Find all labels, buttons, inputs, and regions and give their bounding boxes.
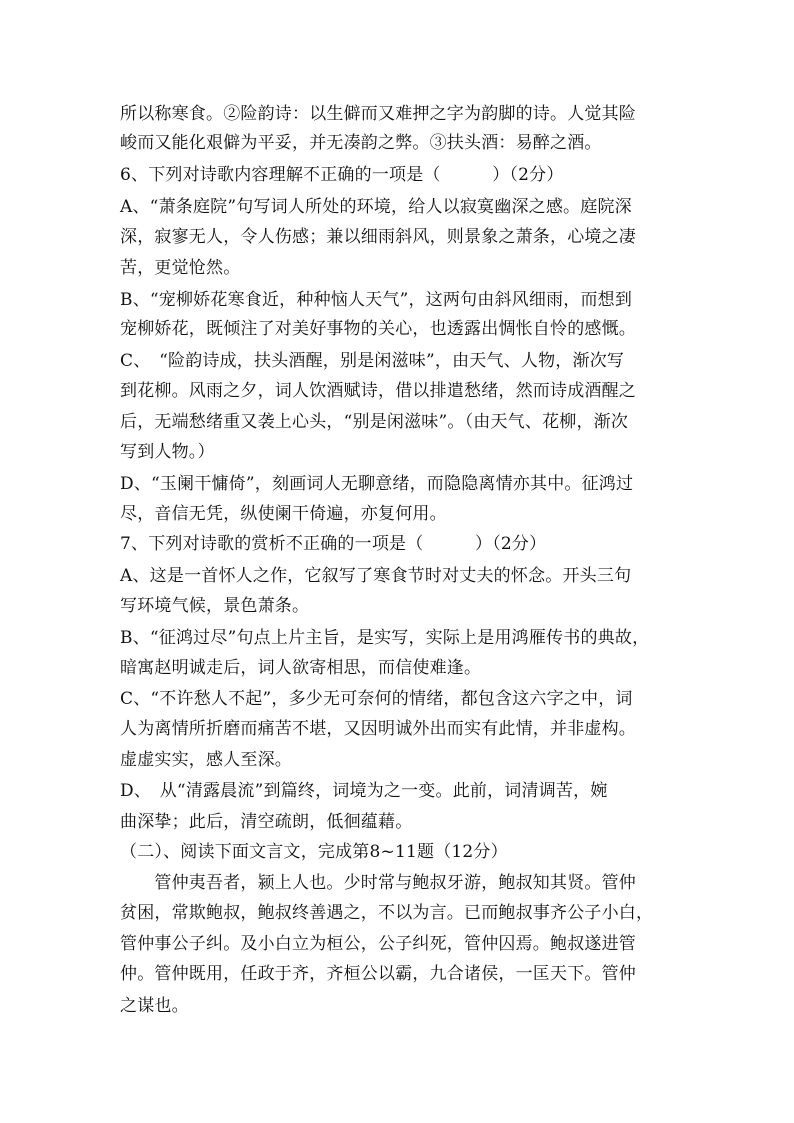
q6-option-b: B、“宠柳娇花寒食近，种种恼人天气”，这两句由斜风细雨，而想到 xyxy=(120,290,633,310)
text-line: 峻而又能化艰僻为平妥，并无凑韵之弊。③扶头酒：易醉之酒。 xyxy=(120,133,602,153)
q7-option-a: A、这是一首怀人之作，它叙写了寒食节时对丈夫的怀念。开头三句 xyxy=(120,566,632,586)
question-6-stem: 6、下列对诗歌内容理解不正确的一项是（ ）（2分） xyxy=(120,165,564,185)
q6-option-a: A、“萧条庭院”句写词人所处的环境，给人以寂寞幽深之感。庭院深 xyxy=(120,197,632,217)
text-line: 人为离情所折磨而痛苦不堪，又因明诚外出而实有此情，并非虚构。 xyxy=(120,719,636,739)
question-7-stem: 7、下列对诗歌的赏析不正确的一项是（ ）（2分） xyxy=(120,534,547,554)
q6-option-c: C、 “险韵诗成，扶头酒醒，别是闲滋味”，由天气、人物，渐次写 xyxy=(120,351,625,371)
text-line: 曲深挚；此后，清空疏朗，低徊蕴藉。 xyxy=(120,812,413,832)
text-line: 所以称寒食。②险韵诗：以生僻而又难押之字为韵脚的诗。人觉其险 xyxy=(120,104,636,124)
text-line: 尽，音信无凭，纵使阑干倚遍，亦复何用。 xyxy=(120,504,447,524)
passage-line: 之谋也。 xyxy=(120,996,189,1016)
passage-line: 贫困，常欺鲍叔，鲍叔终善遇之，不以为言。已而鲍叔事齐公子小白， xyxy=(120,903,654,923)
text-line: 后，无端愁绪重又袭上心头，“别是闲滋味”。（由天气、花柳，渐次 xyxy=(120,412,629,432)
q7-option-d: D、 从“清露晨流”到篇终，词境为之一变。此前，词清调苦，婉 xyxy=(120,781,608,801)
q7-option-b: B、“征鸿过尽”句点上片主旨，是实写，实际上是用鸿雁传书的典故， xyxy=(120,628,650,648)
text-line: 宠柳娇花，既倾注了对美好事物的关心，也透露出惆怅自怜的感慨。 xyxy=(120,319,636,339)
q6-option-d: D、“玉阑干慵倚”，刻画词人无聊意绪，而隐隐离情亦其中。征鸿过 xyxy=(120,474,634,494)
text-line: 苦，更觉怆然。 xyxy=(120,258,241,278)
text-line: 虚虚实实，感人至深。 xyxy=(120,750,292,770)
text-line: 写到人物。） xyxy=(120,442,215,462)
text-line: 暗寓赵明诚走后，词人欲寄相思，而信使难逢。 xyxy=(120,658,482,678)
q7-option-c: C、“不许愁人不起”，多少无可奈何的情绪，都包含这六字之中，词 xyxy=(120,689,633,709)
text-line: 到花柳。风雨之夕，词人饮酒赋诗，借以排遣愁绪，然而诗成酒醒之 xyxy=(120,381,636,401)
passage-line: 管仲事公子纠。及小白立为桓公，公子纠死，管仲囚焉。鲍叔遂进管 xyxy=(120,934,636,954)
text-line: 深，寂寥无人，令人伤感；兼以细雨斜风，则景象之萧条，心境之凄 xyxy=(120,227,636,247)
section-heading: （二）、阅读下面文言文，完成第8~11题（12分） xyxy=(120,842,508,862)
passage-line: 仲。管仲既用，任政于齐，齐桓公以霸，九合诸侯，一匡天下。管仲 xyxy=(120,964,636,984)
text-line: 写环境气候，景色萧条。 xyxy=(120,596,310,616)
passage-line: 管仲夷吾者，颍上人也。少时常与鲍叔牙游，鲍叔知其贤。管仲 xyxy=(120,873,636,893)
